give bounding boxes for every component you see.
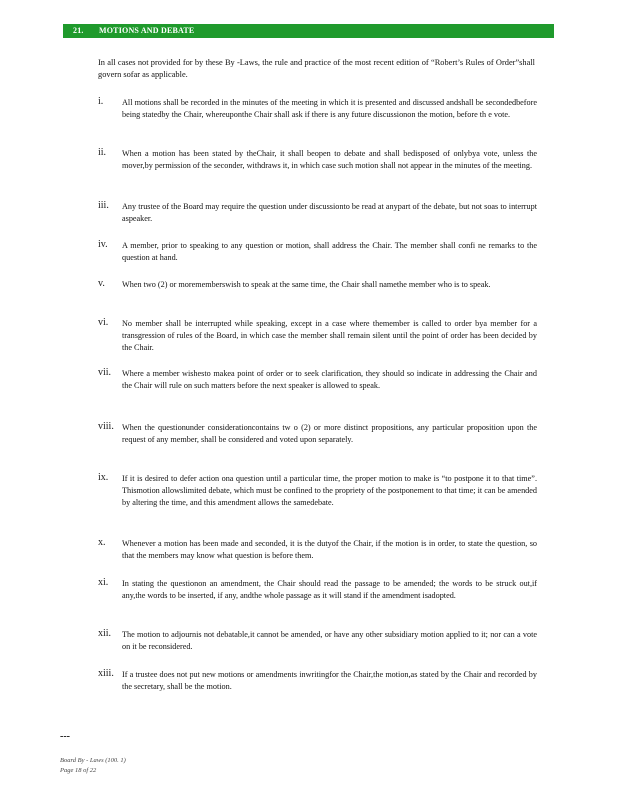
item-text: The motion to adjournis not debatable,it cannot be amended, or have any other subsidiary motion applied to it; nor can a vote on it be reconsidered.	[122, 630, 537, 651]
item-text: When a motion has been stated by theChair, it shall beopen to debate and shall bedisposed of onlybya vote, unless the mover,by permission of the seconder, withdraws it, in which case such motion shall not appear in the minutes of the meeting.	[122, 149, 537, 170]
section-title: MOTIONS AND DEBATE	[99, 26, 195, 35]
item-text: If a trustee does not put new motions or amendments inwritingfor the Chair,the motion,as stated by the Chair and recorded by the secretary, shall be the motion.	[122, 670, 537, 691]
intro-paragraph: In all cases not provided for by these By -Laws, the rule and practice of the most recent edition of “Robert’s Rules of Order”shall govern sofar as applicable.	[98, 58, 535, 79]
section-number: 21.	[73, 26, 84, 35]
item-text: A member, prior to speaking to any question or motion, shall address the Chair. The member shall confi ne remarks to the question at hand.	[122, 241, 537, 262]
item-numeral: iv.	[98, 239, 108, 250]
item-numeral: vii.	[98, 367, 112, 378]
item-text: When two (2) or morememberswish to speak at the same time, the Chair shall namethe member who is to speak.	[122, 280, 491, 289]
item-numeral: ix.	[98, 472, 109, 483]
item-numeral: x.	[98, 537, 106, 548]
item-text: All motions shall be recorded in the minutes of the meeting in which it is presented and discussed andshall be secondedbefore being statedby the Chair, whereuponthe Chair shall ask if there is any future discussionon the motion, before th e vote.	[122, 98, 537, 119]
item-numeral: i.	[98, 96, 104, 107]
item-numeral: xii.	[98, 628, 112, 639]
item-text: No member shall be interrupted while speaking, except in a case where themember is called to order bya member for a transgression of rules of the Board, in which case the member shall remain silent until the point of order has been decided by the Chair.	[122, 319, 537, 352]
item-numeral: iii.	[98, 200, 109, 211]
footer-separator: ---	[60, 731, 70, 742]
item-text: When the questionunder considerationcontains tw o (2) or more distinct propositions, any particular proposition upon the request of any member, shall be considered and voted upon separately.	[122, 423, 537, 444]
item-numeral: xi.	[98, 577, 109, 588]
item-numeral: xiii.	[98, 668, 114, 679]
item-text: Where a member wishesto makea point of order or to seek clarification, they should so indicate in addressing the Chair and the Chair will rule on such matters before the next speaker is allowed to speak.	[122, 369, 537, 390]
footer-page-number: Page 18 of 22	[60, 767, 97, 774]
footer-document-name: Board By - Laws (100. 1)	[60, 757, 126, 764]
item-numeral: ii.	[98, 147, 107, 158]
item-text: If it is desired to defer action ona question until a particular time, the proper motion to make is “to postpone it to that time”. Thismotion allowslimited debate, which must be confined to the propriety of the postponement to that time; it can be amended by altering the time, and this amendment allows the samedebate.	[122, 474, 537, 507]
section-heading-bar	[63, 24, 554, 38]
item-text: In stating the questionon an amendment, the Chair should read the passage to be amended; the words to be struck out,if any,the words to be inserted, if any, andthe whole passage as it will stand if the amendment isadopted.	[122, 579, 537, 600]
item-numeral: v.	[98, 278, 105, 289]
item-numeral: viii.	[98, 421, 114, 432]
item-numeral: vi.	[98, 317, 109, 328]
item-text: Any trustee of the Board may require the question under discussionto be read at anypart of the debate, but not soas to interrupt aspeaker.	[122, 202, 537, 223]
item-text: Whenever a motion has been made and seconded, it is the dutyof the Chair, if the motion is in order, to state the question, so that the members may know what question is before them.	[122, 539, 537, 560]
